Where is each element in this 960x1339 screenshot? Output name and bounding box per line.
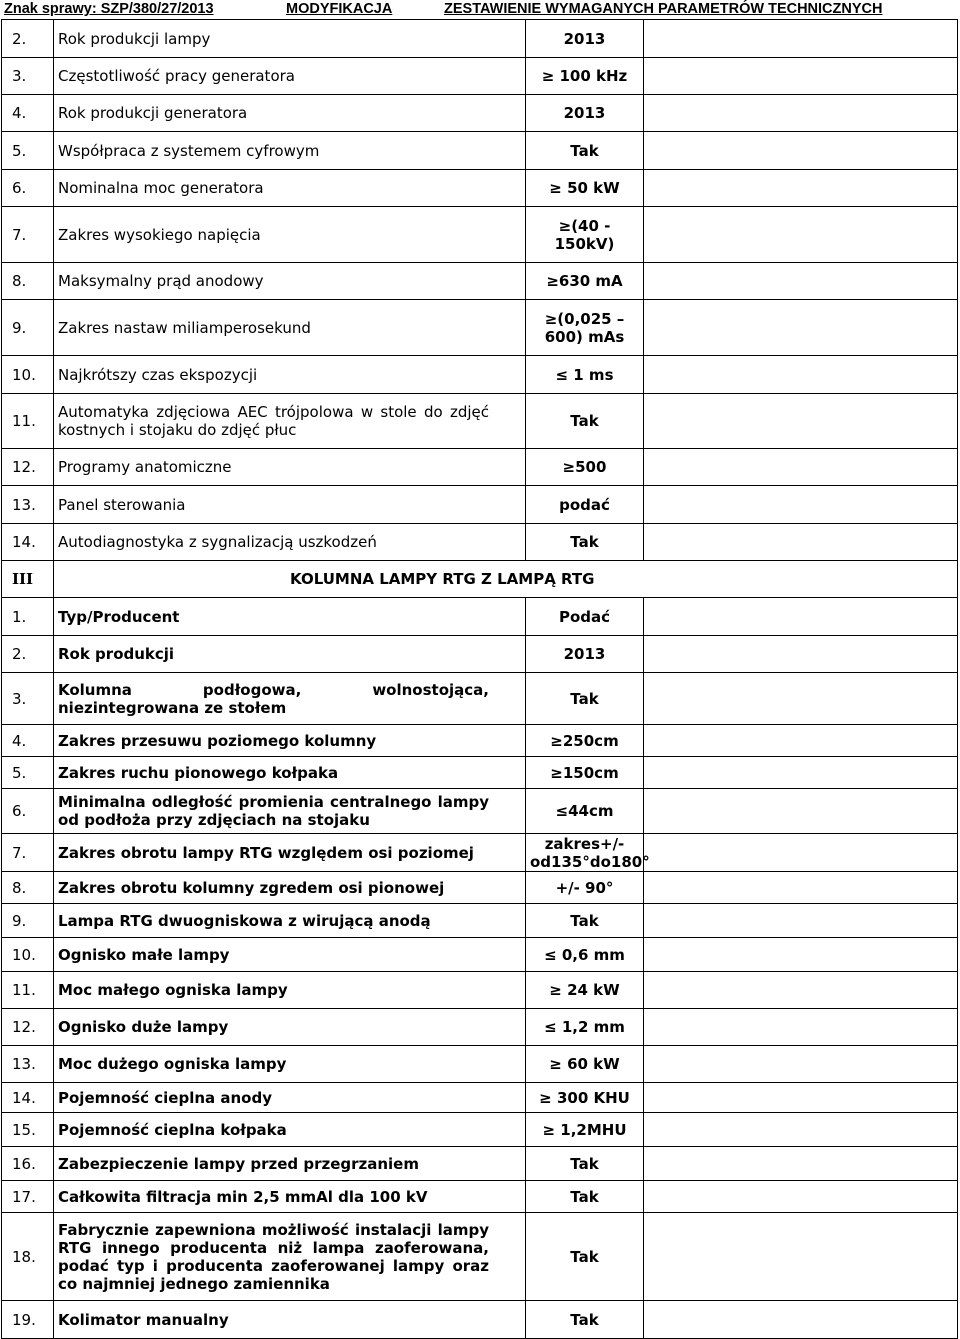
required-value: ≤ 1 ms xyxy=(526,356,644,394)
table-row xyxy=(2,58,958,95)
parameter-description: Pojemność cieplna kołpaka xyxy=(54,1113,526,1147)
table-row xyxy=(2,1181,958,1213)
offered-value-cell xyxy=(644,1046,958,1083)
row-number: 4. xyxy=(2,95,54,132)
required-value: Tak xyxy=(526,1147,644,1181)
row-number: 1. xyxy=(2,598,54,636)
parameter-description: Automatyka zdjęciowa AEC trójpolowa w stole do zdjęć kostnych i stojaku do zdjęć płuc xyxy=(54,394,526,449)
row-number: 3. xyxy=(2,673,54,725)
table-row xyxy=(2,95,958,132)
offered-value-cell xyxy=(644,170,958,207)
offered-value-cell xyxy=(644,263,958,300)
row-number: 19. xyxy=(2,1301,54,1339)
parameter-description: Rok produkcji xyxy=(54,636,526,673)
parameter-description: Współpraca z systemem cyfrowym xyxy=(54,132,526,170)
row-number: 4. xyxy=(2,725,54,757)
row-number: 7. xyxy=(2,207,54,263)
parameter-description: Zakres nastaw miliamperosekund xyxy=(54,300,526,356)
required-value: Podać xyxy=(526,598,644,636)
parameter-description: Typ/Producent xyxy=(54,598,526,636)
offered-value-cell xyxy=(644,486,958,524)
table-row xyxy=(2,1147,958,1181)
row-number: 9. xyxy=(2,300,54,356)
table-row xyxy=(2,300,958,356)
row-number: 8. xyxy=(2,872,54,904)
row-number: 6. xyxy=(2,170,54,207)
table-row xyxy=(2,757,958,789)
table-row xyxy=(2,789,958,834)
required-value: podać xyxy=(526,486,644,524)
required-value: 2013 xyxy=(526,20,644,58)
offered-value-cell xyxy=(644,636,958,673)
parameter-description: Fabrycznie zapewniona możliwość instalacji lampy RTG innego producenta niż lampa zaoferowana, podać typ i producenta zaoferowanej lampy oraz co najmniej jednego zamiennika xyxy=(54,1213,526,1301)
table-row xyxy=(2,1009,958,1046)
offered-value-cell xyxy=(644,725,958,757)
row-number: 10. xyxy=(2,938,54,972)
parameter-description: Zakres wysokiego napięcia xyxy=(54,207,526,263)
required-value: ≥ 1,2MHU xyxy=(526,1113,644,1147)
row-number: 14. xyxy=(2,1083,54,1113)
row-number: 18. xyxy=(2,1213,54,1301)
offered-value-cell xyxy=(644,20,958,58)
required-value: ≤ 0,6 mm xyxy=(526,938,644,972)
table-row xyxy=(2,872,958,904)
row-number: 17. xyxy=(2,1181,54,1213)
row-number: 12. xyxy=(2,449,54,486)
offered-value-cell xyxy=(644,1147,958,1181)
table-row xyxy=(2,1301,958,1339)
required-value: ≥630 mA xyxy=(526,263,644,300)
table-row xyxy=(2,356,958,394)
required-value: ≥500 xyxy=(526,449,644,486)
offered-value-cell xyxy=(644,872,958,904)
parameter-description: Moc dużego ogniska lampy xyxy=(54,1046,526,1083)
offered-value-cell xyxy=(644,95,958,132)
table-row xyxy=(2,1083,958,1113)
parameters-table xyxy=(1,19,958,1339)
table-row xyxy=(2,1046,958,1083)
row-number: 15. xyxy=(2,1113,54,1147)
row-number: 16. xyxy=(2,1147,54,1181)
required-value: ≥(40 - 150kV) xyxy=(526,207,644,263)
offered-value-cell xyxy=(644,673,958,725)
row-number: 2. xyxy=(2,20,54,58)
table-row xyxy=(2,394,958,449)
parameter-description: Zakres przesuwu poziomego kolumny xyxy=(54,725,526,757)
row-number: 11. xyxy=(2,394,54,449)
required-value: 2013 xyxy=(526,636,644,673)
offered-value-cell xyxy=(644,524,958,561)
parameter-description: Ognisko duże lampy xyxy=(54,1009,526,1046)
parameter-description: Częstotliwość pracy generatora xyxy=(54,58,526,95)
offered-value-cell xyxy=(644,598,958,636)
parameter-description: Rok produkcji generatora xyxy=(54,95,526,132)
offered-value-cell xyxy=(644,757,958,789)
table-row xyxy=(2,524,958,561)
row-number: 13. xyxy=(2,1046,54,1083)
required-value: ≥ 50 kW xyxy=(526,170,644,207)
table-row xyxy=(2,1213,958,1301)
offered-value-cell xyxy=(644,356,958,394)
offered-value-cell xyxy=(644,834,958,872)
offered-value-cell xyxy=(644,1113,958,1147)
table-row xyxy=(2,486,958,524)
parameter-description: Zakres ruchu pionowego kołpaka xyxy=(54,757,526,789)
required-value: ≥ 100 kHz xyxy=(526,58,644,95)
document-header xyxy=(0,0,960,20)
table-row xyxy=(2,636,958,673)
row-number: 6. xyxy=(2,789,54,834)
table-row xyxy=(2,170,958,207)
parameter-description: Zakres obrotu kolumny zgredem osi pionowej xyxy=(54,872,526,904)
document-title: ZESTAWIENIE WYMAGANYCH PARAMETRÓW TECHNICZNYCH xyxy=(444,1,883,17)
required-value: ≥ 60 kW xyxy=(526,1046,644,1083)
parameter-description: Pojemność cieplna anody xyxy=(54,1083,526,1113)
offered-value-cell xyxy=(644,394,958,449)
table-row xyxy=(2,834,958,872)
parameter-description: Kolumna podłogowa, wolnostojąca, niezintegrowana ze stołem xyxy=(54,673,526,725)
required-value: ≤44cm xyxy=(526,789,644,834)
required-value: +/- 90° xyxy=(526,872,644,904)
row-number: 12. xyxy=(2,1009,54,1046)
modification-label: MODYFIKACJA xyxy=(286,1,393,17)
table-row xyxy=(2,132,958,170)
parameter-description: Minimalna odległość promienia centralnego lampy od podłoża przy zdjęciach na stojaku xyxy=(54,789,526,834)
offered-value-cell xyxy=(644,132,958,170)
offered-value-cell xyxy=(644,1083,958,1113)
offered-value-cell xyxy=(644,1181,958,1213)
required-value: Tak xyxy=(526,394,644,449)
row-number: 9. xyxy=(2,904,54,938)
parameter-description: Zabezpieczenie lampy przed przegrzaniem xyxy=(54,1147,526,1181)
table-row xyxy=(2,725,958,757)
table-row xyxy=(2,938,958,972)
required-value: Tak xyxy=(526,132,644,170)
required-value: Tak xyxy=(526,1301,644,1339)
required-value: ≥(0,025 – 600) mAs xyxy=(526,300,644,356)
offered-value-cell xyxy=(644,1301,958,1339)
required-value: ≥150cm xyxy=(526,757,644,789)
required-value: ≥ 24 kW xyxy=(526,972,644,1009)
parameter-description: Rok produkcji lampy xyxy=(54,20,526,58)
table-row xyxy=(2,207,958,263)
row-number: 2. xyxy=(2,636,54,673)
required-value: 2013 xyxy=(526,95,644,132)
parameter-description: Autodiagnostyka z sygnalizacją uszkodzeń xyxy=(54,524,526,561)
required-value: zakres+/- od135°do180° xyxy=(526,834,644,872)
required-value: ≤ 1,2 mm xyxy=(526,1009,644,1046)
table-row xyxy=(2,972,958,1009)
row-number: 5. xyxy=(2,132,54,170)
table-row xyxy=(2,449,958,486)
required-value: ≥ 300 KHU xyxy=(526,1083,644,1113)
offered-value-cell xyxy=(644,904,958,938)
offered-value-cell xyxy=(644,449,958,486)
row-number: 11. xyxy=(2,972,54,1009)
required-value: Tak xyxy=(526,904,644,938)
parameter-description: Maksymalny prąd anodowy xyxy=(54,263,526,300)
required-value: Tak xyxy=(526,1213,644,1301)
table-row xyxy=(2,263,958,300)
row-number: 13. xyxy=(2,486,54,524)
parameter-description: Lampa RTG dwuogniskowa z wirującą anodą xyxy=(54,904,526,938)
parameter-description: Kolimator manualny xyxy=(54,1301,526,1339)
offered-value-cell xyxy=(644,300,958,356)
parameter-description: Nominalna moc generatora xyxy=(54,170,526,207)
case-number: Znak sprawy: SZP/380/27/2013 xyxy=(4,1,214,17)
parameter-description: Całkowita filtracja min 2,5 mmAl dla 100 kV xyxy=(54,1181,526,1213)
parameter-description: Moc małego ogniska lampy xyxy=(54,972,526,1009)
row-number: 5. xyxy=(2,757,54,789)
parameter-description: Panel sterowania xyxy=(54,486,526,524)
row-number: 7. xyxy=(2,834,54,872)
parameter-description: Programy anatomiczne xyxy=(54,449,526,486)
row-number: 10. xyxy=(2,356,54,394)
offered-value-cell xyxy=(644,789,958,834)
offered-value-cell xyxy=(644,1009,958,1046)
required-value: Tak xyxy=(526,524,644,561)
parameter-description: Zakres obrotu lampy RTG względem osi poziomej xyxy=(54,834,526,872)
required-value: Tak xyxy=(526,673,644,725)
required-value: Tak xyxy=(526,1181,644,1213)
offered-value-cell xyxy=(644,207,958,263)
offered-value-cell xyxy=(644,58,958,95)
row-number: 3. xyxy=(2,58,54,95)
row-number: 14. xyxy=(2,524,54,561)
offered-value-cell xyxy=(644,972,958,1009)
table-row xyxy=(2,598,958,636)
row-number: 8. xyxy=(2,263,54,300)
required-value: ≥250cm xyxy=(526,725,644,757)
parameter-description: Ognisko małe lampy xyxy=(54,938,526,972)
offered-value-cell xyxy=(644,1213,958,1301)
table-row xyxy=(2,904,958,938)
offered-value-cell xyxy=(644,938,958,972)
row-number: III xyxy=(2,561,54,598)
table-row xyxy=(2,673,958,725)
table-row xyxy=(2,1113,958,1147)
parameter-description: Najkrótszy czas ekspozycji xyxy=(54,356,526,394)
table-row xyxy=(2,20,958,58)
section-title: KOLUMNA LAMPY RTG Z LAMPĄ RTG xyxy=(54,561,958,598)
table-row xyxy=(2,561,958,598)
